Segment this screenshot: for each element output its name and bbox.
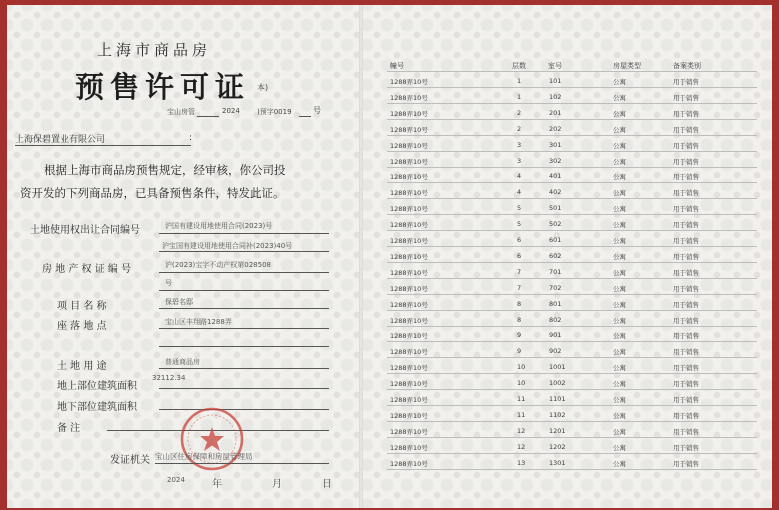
number-underline-2: [299, 116, 311, 117]
grant-paragraph-line-2: 资开发的下列商品房，已具备预售条件，特发此证。: [20, 186, 285, 200]
cell-building: 1288弄10号: [390, 205, 428, 214]
issuer-label: 发证机关: [110, 455, 150, 466]
table-row-rule: [387, 151, 757, 152]
cell-category: 用于销售: [673, 411, 699, 420]
cert-number-part-4: 号: [313, 106, 321, 115]
cell-building: 1288弄10号: [390, 189, 428, 198]
cell-type: 公寓: [613, 411, 626, 420]
cell-type: 公寓: [613, 427, 626, 436]
table-header-category: 备案类别: [673, 62, 701, 70]
cell-room: 201: [549, 108, 562, 117]
field-underline: [159, 346, 329, 347]
cell-type: 公寓: [613, 205, 626, 214]
cell-type: 公寓: [613, 396, 626, 404]
title-small: 上海市商品房: [97, 41, 212, 59]
table-row-rule: [387, 294, 757, 295]
cell-floor: 9: [517, 347, 522, 356]
grant-paragraph-line-1: 根据上海市商品房预售规定，经审核，你公司投: [44, 163, 286, 177]
table-row-rule: [387, 246, 757, 247]
cell-room: 502: [549, 220, 562, 229]
table-row-rule: [387, 421, 757, 422]
issue-year: 2024: [167, 476, 185, 484]
field-label-project-name: 项 目 名 称: [57, 301, 107, 312]
field-underline: [159, 233, 329, 234]
cell-category: 用于销售: [673, 93, 699, 102]
table-row-rule: [387, 198, 757, 199]
cell-building: 1288弄10号: [390, 109, 428, 118]
certificate-left-page: [7, 5, 359, 508]
cell-type: 公寓: [613, 125, 626, 134]
cell-room: 501: [549, 204, 562, 213]
cell-category: 用于销售: [673, 300, 699, 309]
issuer-value: 宝山区住房保障和房屋管理局: [155, 452, 253, 461]
cell-building: 1288弄10号: [390, 268, 428, 277]
cell-building: 1288弄10号: [390, 221, 428, 230]
field-label-land-use: 土 地 用 途: [57, 361, 107, 372]
title-suffix: 本): [257, 83, 269, 92]
table-header-floors: 层数: [512, 62, 526, 70]
cell-category: 用于销售: [673, 109, 699, 118]
cell-floor: 2: [517, 108, 522, 117]
date-label-month: 月: [272, 479, 282, 490]
cell-type: 公寓: [613, 459, 626, 468]
cell-floor: 6: [517, 251, 522, 260]
cell-category: 用于销售: [673, 252, 699, 261]
cell-floor: 8: [517, 315, 522, 324]
table-row-rule: [387, 341, 757, 342]
company-name: 上海保碧置业有限公司: [15, 135, 106, 145]
cell-room: 1102: [549, 410, 566, 419]
cell-category: 用于销售: [673, 364, 699, 373]
field-value-property-cert-suffix: 号: [165, 279, 172, 287]
cell-building: 1288弄10号: [390, 237, 428, 245]
cell-floor: 10: [517, 363, 526, 372]
table-row-rule: [387, 389, 757, 390]
cell-room: 301: [549, 140, 562, 149]
cell-room: 302: [549, 156, 562, 165]
cell-type: 公寓: [613, 173, 626, 182]
field-underline: [159, 388, 329, 389]
cell-type: 公寓: [613, 221, 626, 230]
certificate-paper: [7, 5, 772, 508]
cell-room: 1002: [549, 379, 566, 388]
cell-room: 402: [549, 188, 562, 197]
cell-floor: 11: [517, 410, 526, 419]
cell-floor: 10: [517, 379, 526, 388]
cell-room: 401: [549, 172, 562, 181]
field-value-land-contract: 沪国有建设用地使用合同(2023)号: [165, 222, 273, 230]
field-label-land-contract: 土地使用权出让合同编号: [30, 225, 140, 236]
cell-building: 1288弄10号: [390, 459, 428, 468]
cell-type: 公寓: [613, 109, 626, 118]
cell-category: 用于销售: [673, 221, 699, 230]
cell-type: 公寓: [613, 252, 626, 261]
cell-room: 101: [549, 77, 562, 85]
cell-building: 1288弄10号: [390, 427, 428, 436]
field-underline: [159, 251, 329, 252]
table-row-rule: [387, 87, 757, 88]
cell-room: 202: [549, 124, 562, 133]
cell-floor: 12: [517, 426, 526, 435]
cell-floor: 1: [517, 92, 522, 101]
cell-room: 102: [549, 92, 562, 101]
date-label-day: 日: [322, 479, 332, 490]
cell-building: 1288弄10号: [390, 332, 428, 341]
cell-category: 用于销售: [673, 396, 699, 404]
field-underline: [159, 308, 329, 309]
cell-type: 公寓: [613, 284, 626, 293]
cell-room: 601: [549, 236, 562, 244]
table-row-rule: [387, 437, 757, 438]
cell-room: 701: [549, 267, 562, 276]
table-header-building: 幢号: [390, 62, 404, 70]
cell-building: 1288弄10号: [390, 78, 428, 86]
field-underline: [159, 290, 329, 291]
page-fold: [359, 5, 363, 508]
cell-type: 公寓: [613, 189, 626, 198]
field-label-property-cert: 房 地 产 权 证 编 号: [42, 264, 132, 275]
cell-room: 702: [549, 283, 562, 292]
cell-category: 用于销售: [673, 157, 699, 166]
cell-type: 公寓: [613, 268, 626, 277]
table-row-rule: [387, 310, 757, 311]
cell-building: 1288弄10号: [390, 125, 428, 134]
table-row-rule: [387, 262, 757, 263]
cell-type: 公寓: [613, 93, 626, 102]
cert-number-part-3: )预字0019: [257, 108, 292, 116]
cell-category: 用于销售: [673, 459, 699, 468]
table-row: [365, 459, 765, 477]
cell-room: 901: [549, 331, 562, 340]
cell-category: 用于销售: [673, 268, 699, 277]
cell-room: 1202: [549, 442, 566, 451]
issuer-underline: [155, 463, 329, 464]
cell-floor: 7: [517, 267, 522, 276]
field-value-project-name: 保碧名邸: [165, 298, 193, 306]
cell-category: 用于销售: [673, 332, 699, 341]
field-underline: [159, 272, 329, 273]
cell-type: 公寓: [613, 316, 626, 325]
field-label-above-ground-area: 地上部位建筑面积: [57, 381, 137, 392]
cell-category: 用于销售: [673, 316, 699, 325]
cell-type: 公寓: [613, 300, 626, 309]
cell-category: 用于销售: [673, 443, 699, 452]
date-label-year: 年: [212, 479, 222, 490]
cell-category: 用于销售: [673, 173, 699, 182]
cell-category: 用于销售: [673, 237, 699, 245]
cell-type: 公寓: [613, 141, 626, 150]
cert-number-part-1: 宝山房管: [167, 108, 195, 116]
table-row-rule: [387, 469, 757, 470]
cell-building: 1288弄10号: [390, 173, 428, 182]
table-header-rule: [387, 71, 757, 72]
cell-building: 1288弄10号: [390, 443, 428, 452]
cell-building: 1288弄10号: [390, 364, 428, 373]
field-value-land-use: 普通商品房: [165, 358, 200, 366]
field-label-below-ground-area: 地下部位建筑面积: [57, 402, 137, 413]
table-row-rule: [387, 373, 757, 374]
cell-floor: 6: [517, 236, 522, 244]
cell-type: 公寓: [613, 348, 626, 357]
cell-room: 801: [549, 299, 562, 308]
cell-building: 1288弄10号: [390, 284, 428, 293]
table-row-rule: [387, 119, 757, 120]
cell-room: 602: [549, 251, 562, 260]
cell-floor: 5: [517, 220, 522, 229]
table-row-rule: [387, 135, 757, 136]
cell-category: 用于销售: [673, 125, 699, 134]
cell-room: 1201: [549, 426, 566, 435]
cell-building: 1288弄10号: [390, 396, 428, 404]
cell-floor: 4: [517, 188, 522, 197]
cell-building: 1288弄10号: [390, 141, 428, 150]
table-row-rule: [387, 453, 757, 454]
cell-room: 902: [549, 347, 562, 356]
cert-number-part-2: 2024: [222, 107, 240, 115]
number-underline-1: [197, 116, 219, 117]
cell-building: 1288弄10号: [390, 300, 428, 309]
cell-category: 用于销售: [673, 427, 699, 436]
table-row-rule: [387, 278, 757, 279]
field-underline: [159, 368, 329, 369]
cell-floor: 2: [517, 124, 522, 133]
table-row-rule: [387, 357, 757, 358]
cell-type: 公寓: [613, 237, 626, 245]
cell-category: 用于销售: [673, 380, 699, 389]
table-row-rule: [387, 214, 757, 215]
cell-floor: 7: [517, 283, 522, 292]
table-row-rule: [387, 230, 757, 231]
cell-room: 802: [549, 315, 562, 324]
cell-category: 用于销售: [673, 284, 699, 293]
cell-type: 公寓: [613, 364, 626, 373]
cell-category: 用于销售: [673, 141, 699, 150]
cell-building: 1288弄10号: [390, 316, 428, 325]
table-row-rule: [387, 103, 757, 104]
cell-room: 1101: [549, 395, 566, 403]
cell-category: 用于销售: [673, 189, 699, 198]
cell-floor: 5: [517, 204, 522, 213]
cell-type: 公寓: [613, 78, 626, 86]
cell-floor: 8: [517, 299, 522, 308]
cell-type: 公寓: [613, 443, 626, 452]
table-row-rule: [387, 167, 757, 168]
cell-building: 1288弄10号: [390, 348, 428, 357]
title-main: 预售许可证: [75, 70, 251, 104]
cell-room: 1301: [549, 458, 566, 467]
field-label-location: 座 落 地 点: [57, 321, 107, 332]
field-value-location: 宝山区丰翔路1288弄: [165, 318, 232, 326]
cell-building: 1288弄10号: [390, 380, 428, 389]
table-header-room: 室号: [548, 62, 562, 70]
cell-type: 公寓: [613, 157, 626, 166]
cell-building: 1288弄10号: [390, 157, 428, 166]
cell-floor: 1: [517, 77, 522, 85]
company-underline: [15, 145, 191, 146]
cell-floor: 11: [517, 395, 526, 403]
field-value-land-contract-supplement: 沪宝国有建设用地使用合同补(2023)40号: [162, 242, 293, 250]
field-label-remarks: 备 注: [57, 423, 81, 434]
cell-building: 1288弄10号: [390, 411, 428, 420]
table-row-rule: [387, 326, 757, 327]
cell-floor: 12: [517, 442, 526, 451]
certificate-unit-table: [365, 5, 772, 508]
cell-floor: 9: [517, 331, 522, 340]
cell-category: 用于销售: [673, 78, 699, 86]
cell-type: 公寓: [613, 380, 626, 389]
table-row-rule: [387, 182, 757, 183]
company-colon: :: [189, 133, 193, 143]
cell-room: 1001: [549, 363, 566, 372]
cell-building: 1288弄10号: [390, 252, 428, 261]
cell-category: 用于销售: [673, 205, 699, 214]
cell-type: 公寓: [613, 332, 626, 341]
cell-floor: 13: [517, 458, 526, 467]
cell-category: 用于销售: [673, 348, 699, 357]
table-row-rule: [387, 405, 757, 406]
cell-floor: 3: [517, 156, 522, 165]
table-header-type: 房屋类型: [613, 62, 641, 70]
cell-building: 1288弄10号: [390, 93, 428, 102]
field-value-above-ground-area: 32112.34: [152, 374, 186, 382]
cell-floor: 3: [517, 140, 522, 149]
field-underline: [159, 328, 329, 329]
cell-floor: 4: [517, 172, 522, 181]
field-value-property-cert: 沪(2023)宝字不动产权第028508: [165, 261, 271, 269]
